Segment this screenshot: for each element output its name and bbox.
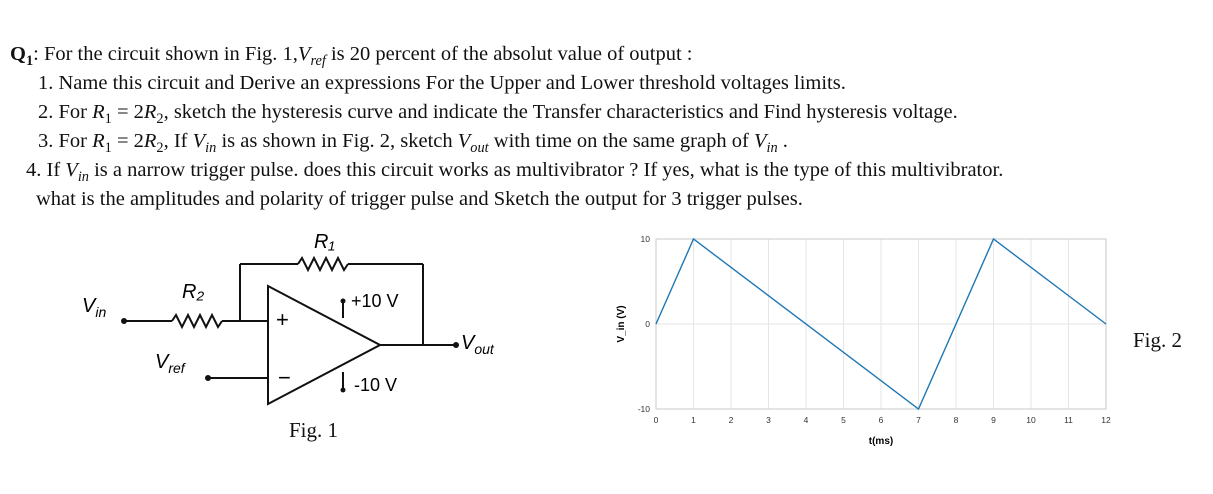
x-tick-label: 1 <box>691 415 696 425</box>
fig1-caption: Fig. 1 <box>289 418 339 442</box>
r2-label: R₂ <box>182 281 205 303</box>
vref-label: $V_{ref}$ <box>155 351 185 376</box>
vin-chart <box>580 225 1120 460</box>
y-tick-label: -10 <box>637 404 650 414</box>
x-tick-label: 5 <box>841 415 846 425</box>
minus-input-sign: − <box>278 365 291 390</box>
x-tick-label: 9 <box>991 415 996 425</box>
x-tick-label: 11 <box>1064 415 1073 425</box>
y-axis-label: V_in (V) <box>616 305 627 343</box>
plus-supply-terminal <box>341 299 346 304</box>
plus-input-sign: + <box>276 307 289 332</box>
x-tick-label: 0 <box>653 415 659 425</box>
y-tick-label: 10 <box>640 234 650 244</box>
x-tick-label: 10 <box>1026 415 1036 425</box>
question-item-4: 4. If $V_{in}$ is a narrow trigger pulse. does this circuit works as multivibrator ? If yes, what is the type of this multivibrator. <box>26 159 1004 186</box>
x-tick-label: 2 <box>728 415 734 425</box>
question-item-3: 3. For $R_1 = 2R_2$, If $V_{in}$ is as shown in Fig. 2, sketch $V_{out}$ with time on the same graph of $V_{in}$ . <box>38 130 788 157</box>
vout-terminal <box>453 342 459 348</box>
y-tick-label: 0 <box>645 319 650 329</box>
vref-terminal <box>205 375 211 381</box>
x-tick-label: 4 <box>803 415 809 425</box>
question-item-4-continued: what is the amplitudes and polarity of trigger pulse and Sketch the output for 3 trigger pulses. <box>36 188 803 210</box>
r1-label: R₁ <box>314 231 335 253</box>
x-axis-label: t(ms) <box>868 436 894 447</box>
question-item-2: 2. For $R_1 = 2R_2$, sketch the hysteresis curve and indicate the Transfer characteristics and Find hysteresis voltage. <box>38 101 958 128</box>
vin-terminal <box>121 318 127 324</box>
resistor-r1 <box>298 258 348 270</box>
x-tick-label: 12 <box>1101 415 1111 425</box>
x-tick-label: 3 <box>766 415 771 425</box>
question-item-1: 1. Name this circuit and Derive an expressions For the Upper and Lower threshold voltages limits. <box>38 72 846 94</box>
vout-label: $V_{out}$ <box>461 332 494 357</box>
x-tick-label: 6 <box>878 415 884 425</box>
resistor-r2 <box>172 315 222 327</box>
x-tick-label: 8 <box>953 415 959 425</box>
question-number: $Q_1$ <box>10 43 34 70</box>
vin-label: $V_{in}$ <box>82 295 107 320</box>
minus-supply-terminal <box>341 388 346 393</box>
question-intro: $Q_1$: For the circuit shown in Fig. $1,V_{ref}$ is 20 percent of the absolut value of output : <box>10 43 693 70</box>
x-tick-label: 7 <box>916 415 921 425</box>
minus-supply-label: -10 V <box>354 375 398 395</box>
plus-supply-label: +10 V <box>351 291 399 311</box>
circuit-diagram <box>0 0 560 494</box>
fig2-caption: Fig. 2 <box>1133 328 1183 352</box>
